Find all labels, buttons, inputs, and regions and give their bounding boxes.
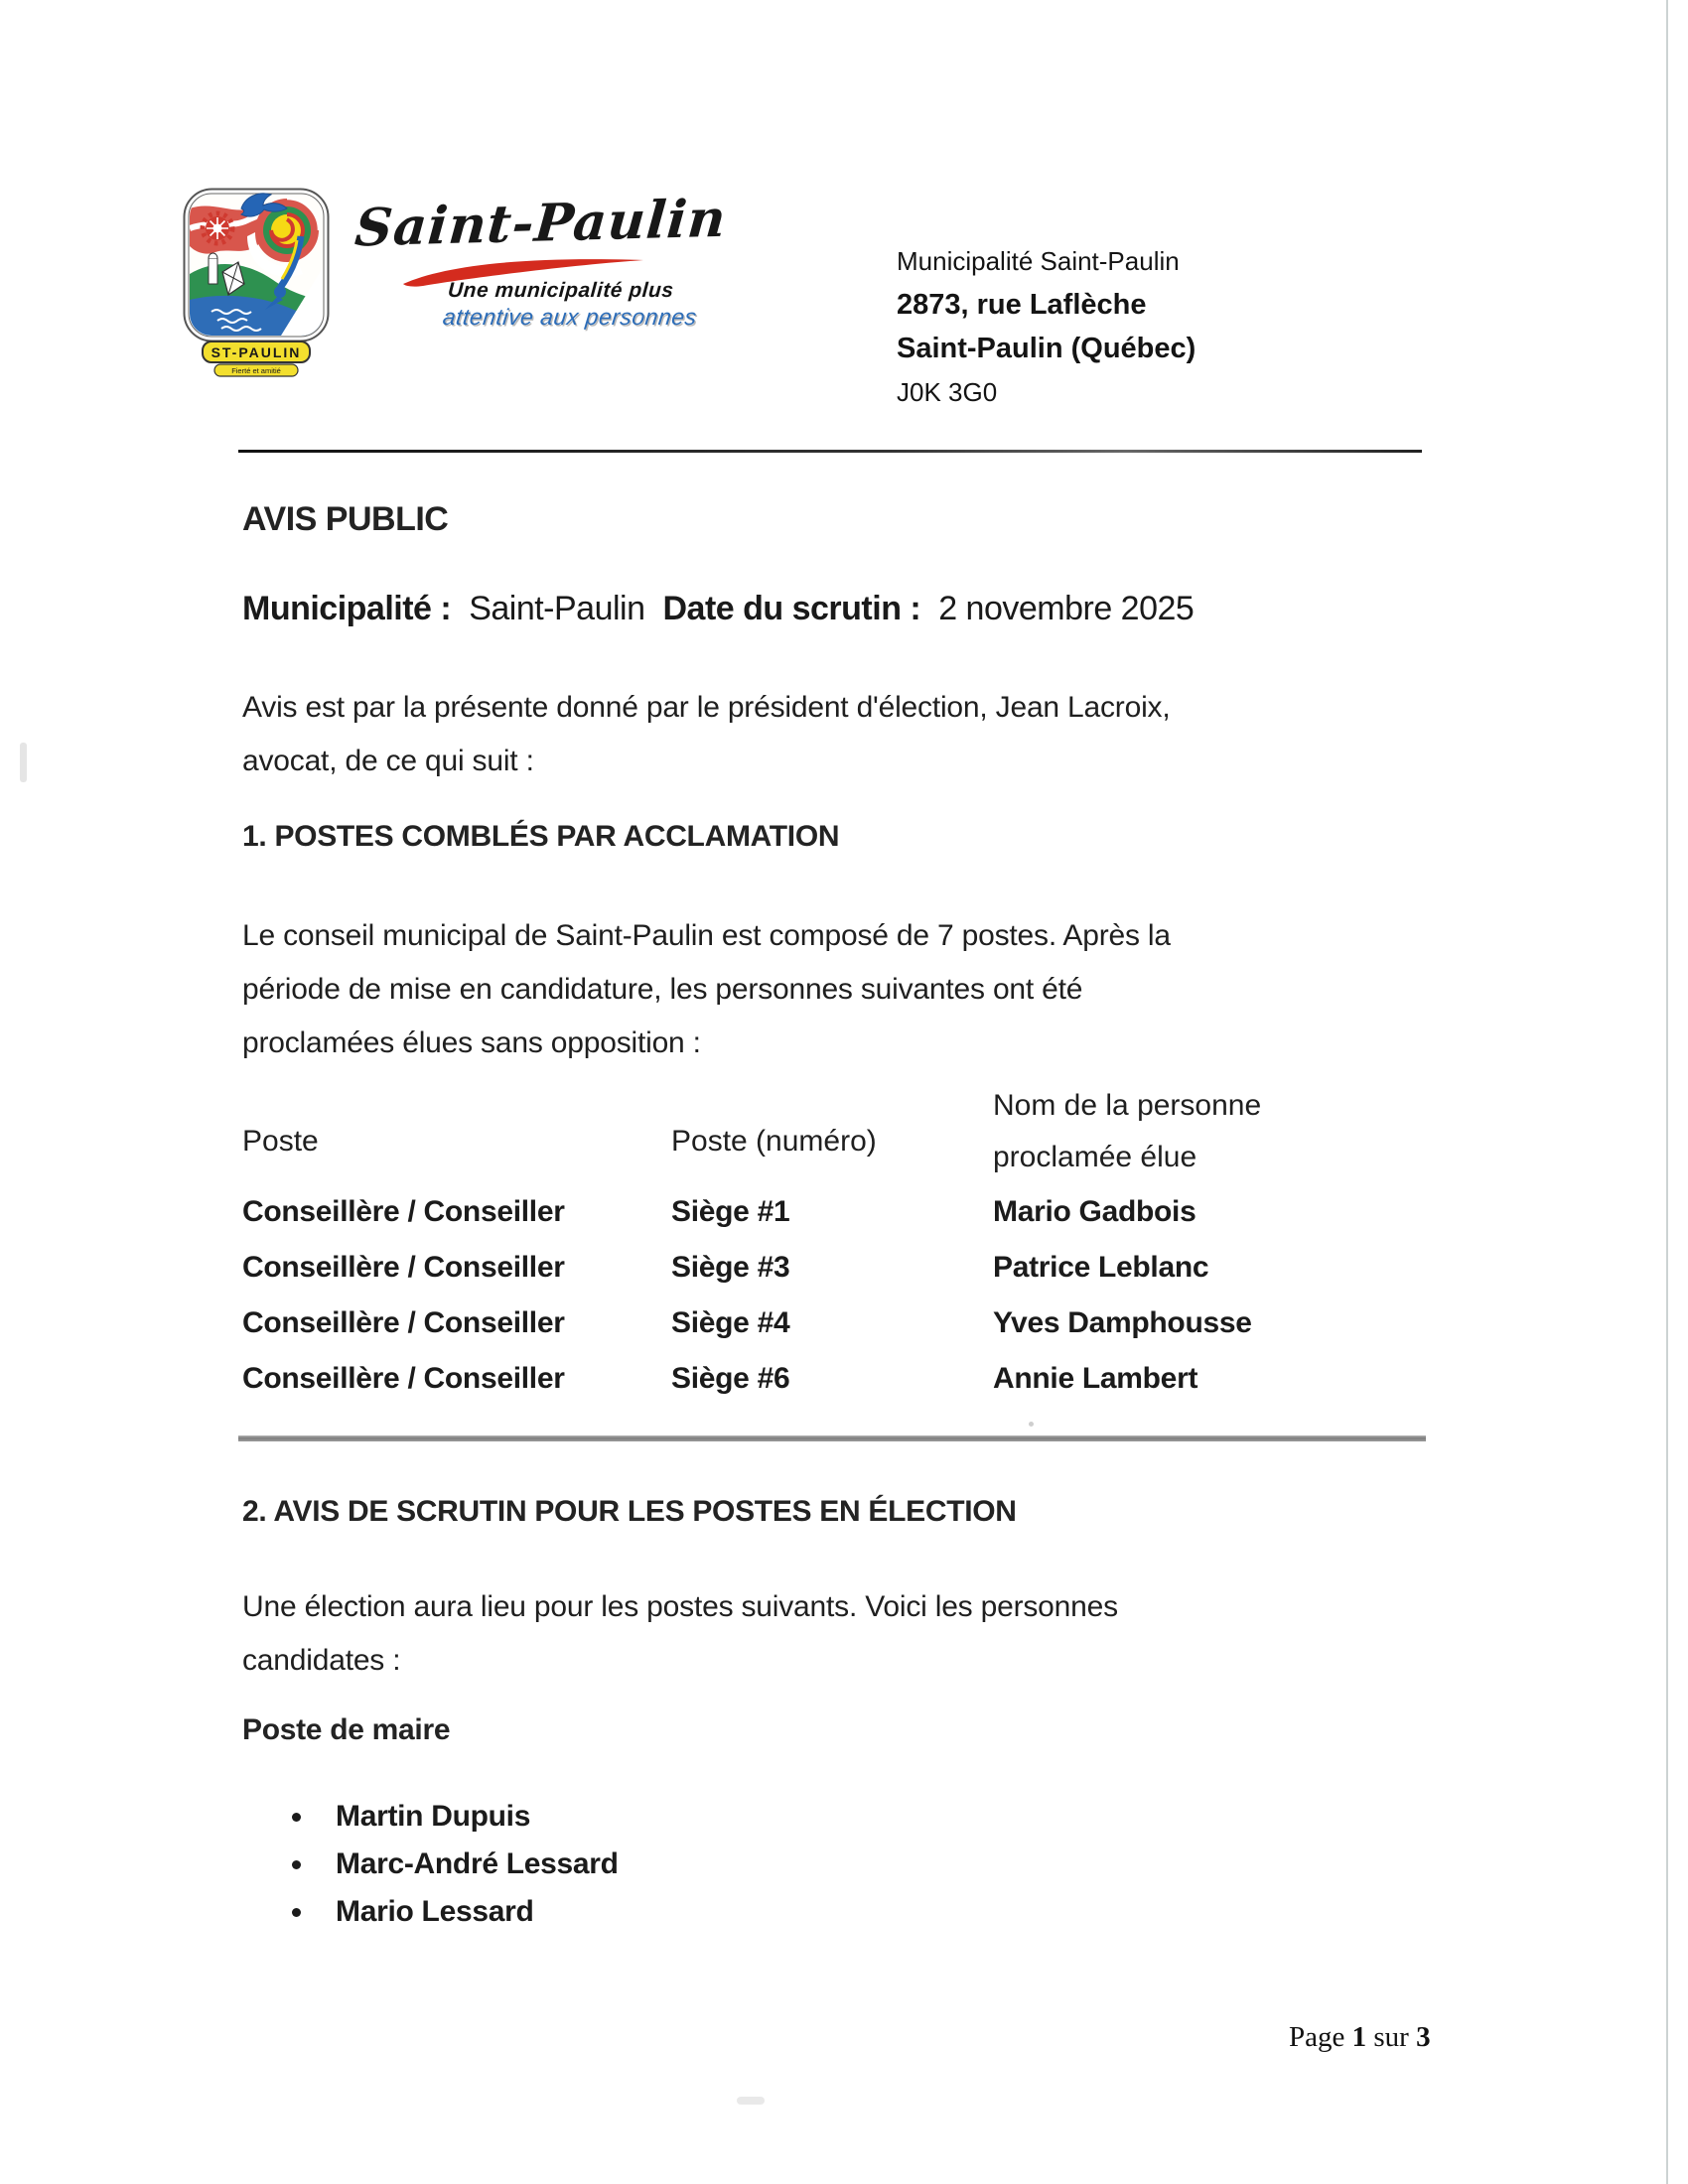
cell-poste: Conseillère / Conseiller <box>242 1251 565 1284</box>
municipality-date-line <box>242 590 1202 628</box>
motto-banner <box>214 364 298 376</box>
cell-siege: Siège #1 <box>671 1195 790 1228</box>
cell-siege: Siège #6 <box>671 1362 790 1395</box>
candidate-name: Mario Lessard <box>336 1895 534 1928</box>
section2-line: Une élection aura lieu pour les postes suivants. Voici les personnes <box>242 1590 1118 1623</box>
cell-poste: Conseillère / Conseiller <box>242 1195 565 1228</box>
wordmark-script: Saint-Paulin <box>352 188 729 259</box>
list-item <box>292 1793 619 1841</box>
section1-line: période de mise en candidature, les personnes suivantes ont été <box>242 973 1083 1006</box>
list-item <box>292 1888 619 1936</box>
crest-icon <box>182 187 331 377</box>
cell-poste: Conseillère / Conseiller <box>242 1306 565 1339</box>
letterhead-city: Saint-Paulin (Québec) <box>897 333 1196 364</box>
section2-paragraph <box>242 1580 1118 1688</box>
cell-nom: Patrice Leblanc <box>993 1251 1209 1284</box>
page-number-footer <box>1289 2021 1433 2054</box>
table-row <box>242 1191 1430 1247</box>
section1-line: proclamées élues sans opposition : <box>242 1026 701 1059</box>
column-header-poste-numero: Poste (numéro) <box>671 1125 877 1158</box>
column-header-nom: Nom de la personne proclamée élue <box>993 1089 1262 1173</box>
cell-nom: Mario Gadbois <box>993 1195 1196 1228</box>
footer-page-label: Page <box>1289 2021 1345 2053</box>
section2-line: candidates : <box>242 1644 401 1677</box>
footer-sur-label: sur <box>1373 2021 1409 2053</box>
letterhead-divider-line <box>238 450 1422 453</box>
intro-paragraph <box>242 681 1171 788</box>
name-banner <box>203 341 310 362</box>
mayor-candidates-list <box>292 1793 619 1936</box>
crest-banner-text: ST-PAULIN <box>211 344 302 360</box>
table-row <box>242 1302 1430 1358</box>
municipal-crest-logo <box>182 187 331 377</box>
scrutin-date-label: Date du scrutin : <box>662 590 921 627</box>
footer-page-total: 3 <box>1416 2021 1431 2053</box>
scan-speck <box>1029 1422 1034 1427</box>
candidate-name: Martin Dupuis <box>336 1800 531 1833</box>
logo-tagline-line1: Une municipalité plus <box>447 279 675 302</box>
footer-page-current: 1 <box>1351 2021 1367 2053</box>
table-row <box>242 1358 1430 1414</box>
intro-line: Avis est par la présente donné par le président d'élection, Jean Lacroix, <box>242 691 1171 724</box>
letterhead-address-block <box>897 239 1196 414</box>
section-divider-line <box>238 1435 1426 1441</box>
intro-line: avocat, de ce qui suit : <box>242 745 534 777</box>
section1-paragraph <box>242 909 1171 1070</box>
letterhead-street: 2873, rue Laflèche <box>897 289 1147 321</box>
section2-heading: 2. AVIS DE SCRUTIN POUR LES POSTES EN ÉLECTION <box>242 1495 1017 1528</box>
column-header-poste: Poste <box>242 1125 319 1158</box>
letterhead-postal-code: J0K 3G0 <box>897 377 998 407</box>
candidate-name: Marc-André Lessard <box>336 1847 619 1880</box>
municipality-value: Saint-Paulin <box>469 590 645 627</box>
section1-line: Le conseil municipal de Saint-Paulin est composé de 7 postes. Après la <box>242 919 1171 952</box>
scan-speck <box>737 2097 765 2105</box>
letterhead-org: Municipalité Saint-Paulin <box>897 246 1180 276</box>
list-item <box>292 1841 619 1888</box>
cell-poste: Conseillère / Conseiller <box>242 1362 565 1395</box>
bullet-icon <box>292 1860 301 1869</box>
bullet-icon <box>292 1908 301 1917</box>
bullet-icon <box>292 1813 301 1822</box>
page-title: AVIS PUBLIC <box>242 500 449 538</box>
table-row <box>242 1247 1430 1302</box>
municipality-label: Municipalité : <box>242 590 452 627</box>
scrutin-date-value: 2 novembre 2025 <box>938 590 1195 627</box>
cell-nom: Yves Damphousse <box>993 1306 1252 1339</box>
section1-heading: 1. POSTES COMBLÉS PAR ACCLAMATION <box>242 820 840 853</box>
cell-nom: Annie Lambert <box>993 1362 1198 1395</box>
cell-siege: Siège #4 <box>671 1306 790 1339</box>
mayor-post-subheading: Poste de maire <box>242 1713 451 1746</box>
logo-tagline-line2: attentive aux personnes <box>441 304 699 330</box>
crest-motto-text: Fierté et amitié <box>231 366 281 375</box>
scan-edge-line <box>1666 0 1668 2184</box>
cell-siege: Siège #3 <box>671 1251 790 1284</box>
scan-speck <box>20 743 27 782</box>
